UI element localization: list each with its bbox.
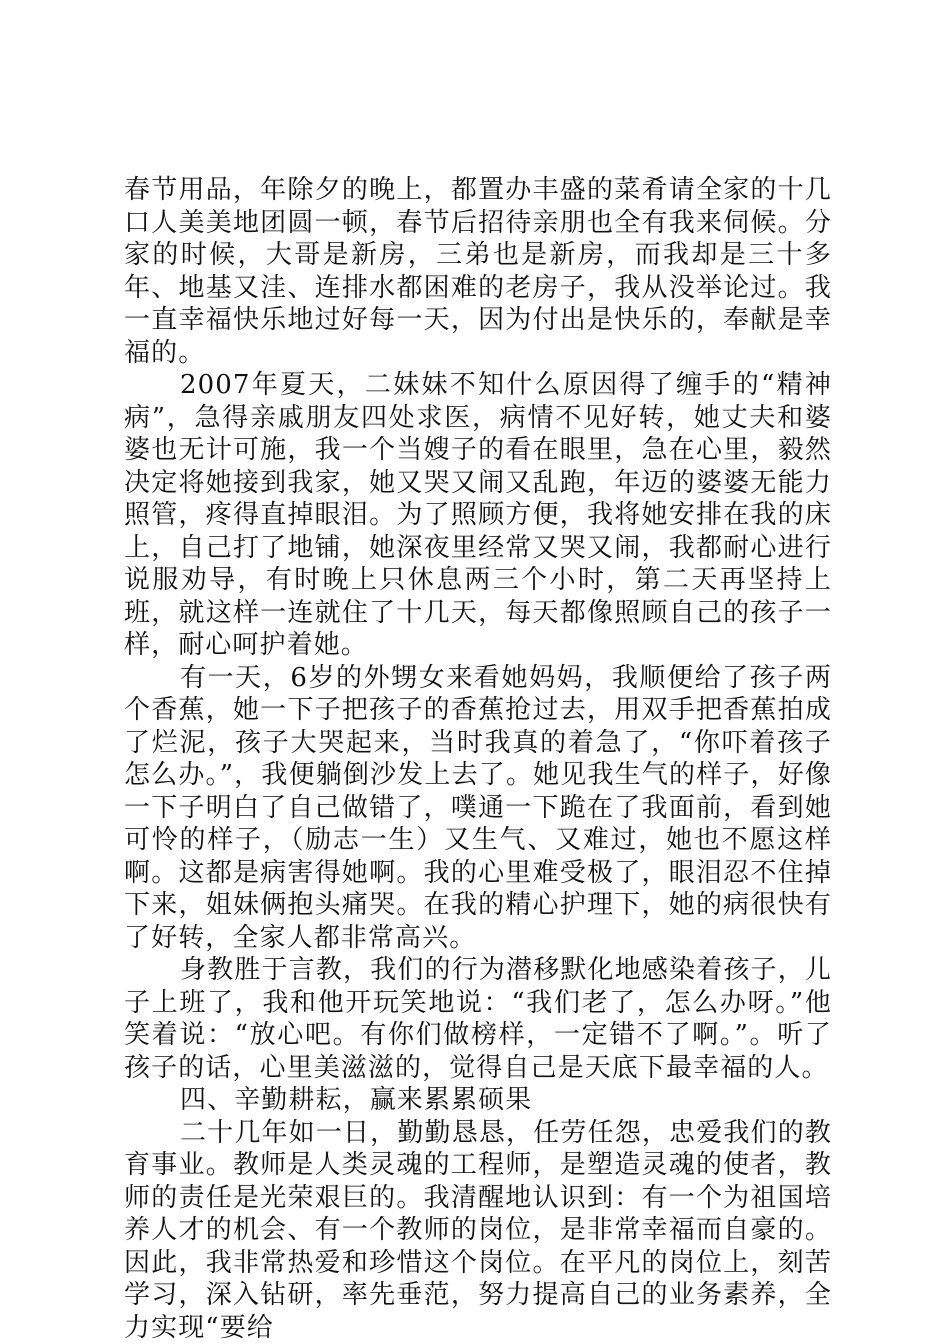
document-body [124,174,832,1344]
paragraph-5: 二十几年如一日，勤勤恳恳，任劳任怨，忠爱我们的教育事业。教师是人类灵魂的工程师，是塑造灵魂的使者，教师的责任是光荣艰巨的。我清醒地认识到：有一个为祖国培养人才的机会、有一个教师的岗位，是非常幸福而自豪的。因此，我非常热爱和珍惜这个岗位。在平凡的岗位上，刻苦学习，深入钻研，率先垂范，努力提高自己的业务素养，全力实现“要给 [124,1117,832,1343]
paragraph-4: 身教胜于言教，我们的行为潜移默化地感染着孩子，儿子上班了，我和他开玩笑地说：“我们老了，怎么办呀。”他笑着说：“放心吧。有你们做榜样，一定错不了啊。”。听了孩子的话，心里美滋滋的，觉得自己是天底下最幸福的人。 [124,955,832,1083]
paragraph-3: 有一天，6岁的外甥女来看她妈妈，我顺便给了孩子两个香蕉，她一下子把孩子的香蕉抢过去，用双手把香蕉拍成了烂泥，孩子大哭起来，当时我真的着急了，“你吓着孩子怎么办。”，我便躺倒沙发上去了。她见我生气的样子，好像一下子明白了自己做错了，噗通一下跪在了我面前，看到她可怜的样子，（励志一生）又生气、又难过，她也不愿这样啊。这都是病害得她啊。我的心里难受极了，眼泪忍不住掉下来，姐妹俩抱头痛哭。在我的精心护理下，她的病很快有了好转，全家人都非常高兴。 [124,662,832,953]
paragraph-1: 春节用品，年除夕的晚上，都置办丰盛的菜肴请全家的十几口人美美地团圆一顿，春节后招待亲朋也全有我来伺候。分家的时候，大哥是新房，三弟也是新房，而我却是三十多年、地基又洼、连排水都困难的老房子，我从没举论过。我一直幸福快乐地过好每一天，因为付出是快乐的，奉献是幸福的。 [124,175,832,368]
paragraph-2: 2007年夏天，二妹妹不知什么原因得了缠手的“精神病”，急得亲戚朋友四处求医，病情不见好转，她丈夫和婆婆也无计可施，我一个当嫂子的看在眼里，急在心里，毅然决定将她接到我家，她又哭又闹又乱跑，年迈的婆婆无能力照管，疼得直掉眼泪。为了照顾方便，我将她安排在我的床上，自己打了地铺，她深夜里经常又哭又闹，我都耐心进行说服劝导，有时晚上只休息两三个小时，第二天再坚持上班，就这样一连就住了十几天，每天都像照顾自己的孩子一样，耐心呵护着她。 [124,370,832,660]
section-heading: 四、辛勤耕耘，赢来累累硕果 [180,1085,533,1115]
